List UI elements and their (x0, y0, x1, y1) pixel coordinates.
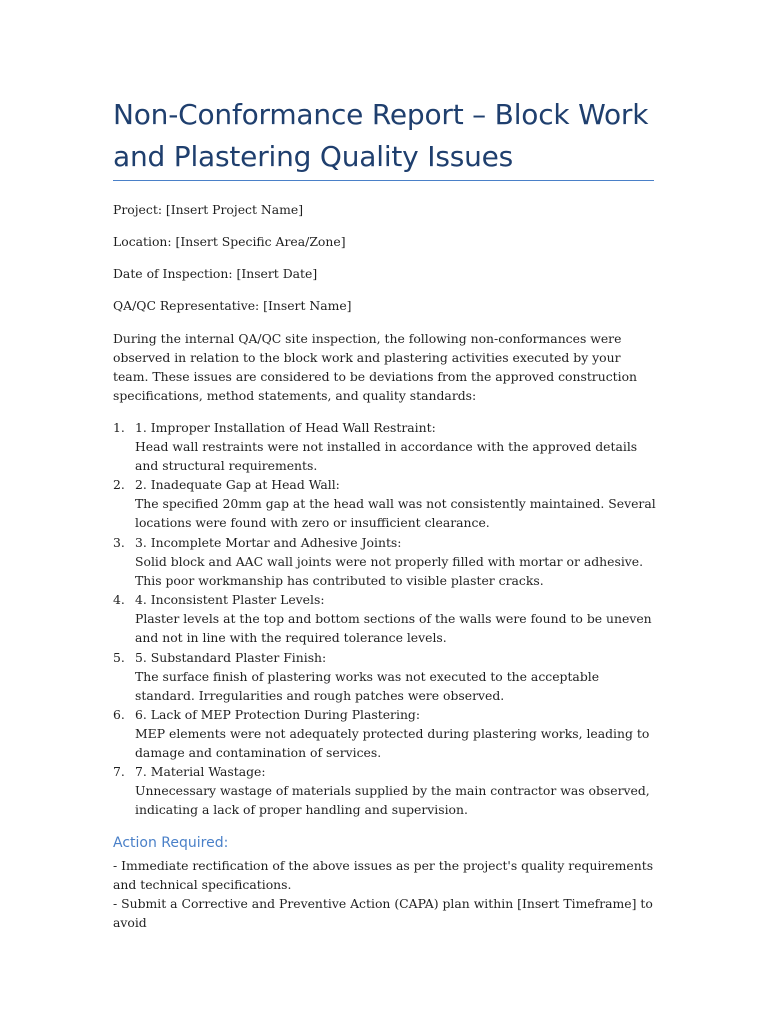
issue-heading: 7. Material Wastage: (135, 764, 266, 780)
list-item (113, 590, 658, 647)
document-title: Non-Conformance Report – Block Work and Plastering Quality Issues (113, 98, 649, 173)
list-item-number: 4. (113, 592, 125, 608)
list-item-number: 6. (113, 706, 125, 722)
list-item-number: 1. (113, 420, 125, 435)
list-item (113, 705, 658, 762)
list-item (113, 475, 658, 532)
location-field: Location: [Insert Specific Area/Zone] (113, 234, 346, 249)
issue-heading: 3. Incomplete Mortar and Adhesive Joints: (135, 534, 402, 550)
list-item (113, 533, 658, 590)
issue-description: Plaster levels at the top and bottom sections of the walls were found to be uneven and not in line with the required tolerance levels. (135, 611, 652, 646)
inspection-date-field: Date of Inspection: [Insert Date] (113, 266, 318, 281)
project-field: Project: [Insert Project Name] (113, 202, 304, 217)
issue-description: Head wall restraints were not installed in accordance with the approved details and structural requirements. (135, 439, 638, 473)
list-item-number: 7. (113, 764, 125, 780)
action-item: - Immediate rectification of the above issues as per the project's quality requirements and technical specifications. (113, 858, 654, 892)
list-item-number: 3. (113, 534, 125, 550)
list-item (113, 762, 658, 819)
title-divider (113, 180, 654, 181)
qaqc-representative-field: QA/QC Representative: [Insert Name] (113, 298, 352, 313)
issue-description: Solid block and AAC wall joints were not properly filled with mortar or adhesive. This poor workmanship has contributed to visible plaster cracks. (135, 553, 644, 588)
list-item-number: 2. (113, 477, 125, 493)
issue-heading: 4. Inconsistent Plaster Levels: (135, 592, 325, 608)
issue-description: Unnecessary wastage of materials supplied by the main contractor was observed, indicating a lack of proper handling and supervision. (135, 783, 650, 818)
issue-heading: 6. Lack of MEP Protection During Plastering: (135, 706, 421, 722)
intro-paragraph: During the internal QA/QC site inspection, the following non-conformances were observed in relation to the block work and plastering activities executed by your team. These issues are considered to be deviations from the approved construction specifications, method statements, and quality standards: (113, 331, 638, 403)
non-conformance-list (113, 418, 658, 820)
action-list (113, 856, 661, 932)
action-required-heading: Action Required: (113, 835, 229, 851)
issue-description: The specified 20mm gap at the head wall was not consistently maintained. Several locations were found with zero or insufficient clearance. (135, 496, 656, 531)
issue-heading: 5. Substandard Plaster Finish: (135, 649, 327, 665)
list-item (113, 418, 658, 475)
issue-heading: 2. Inadequate Gap at Head Wall: (135, 477, 340, 493)
issue-description: The surface finish of plastering works was not executed to the acceptable standard. Irregularities and rough patches were observed. (135, 668, 600, 703)
list-item (113, 648, 658, 705)
issue-description: MEP elements were not adequately protected during plastering works, leading to damage and contamination of services. (135, 725, 650, 760)
action-item: - Submit a Corrective and Preventive Action (CAPA) plan within [Insert Timeframe] to avoid (113, 896, 653, 930)
issue-heading: 1. Improper Installation of Head Wall Restraint: (135, 420, 436, 435)
list-item-number: 5. (113, 649, 125, 665)
